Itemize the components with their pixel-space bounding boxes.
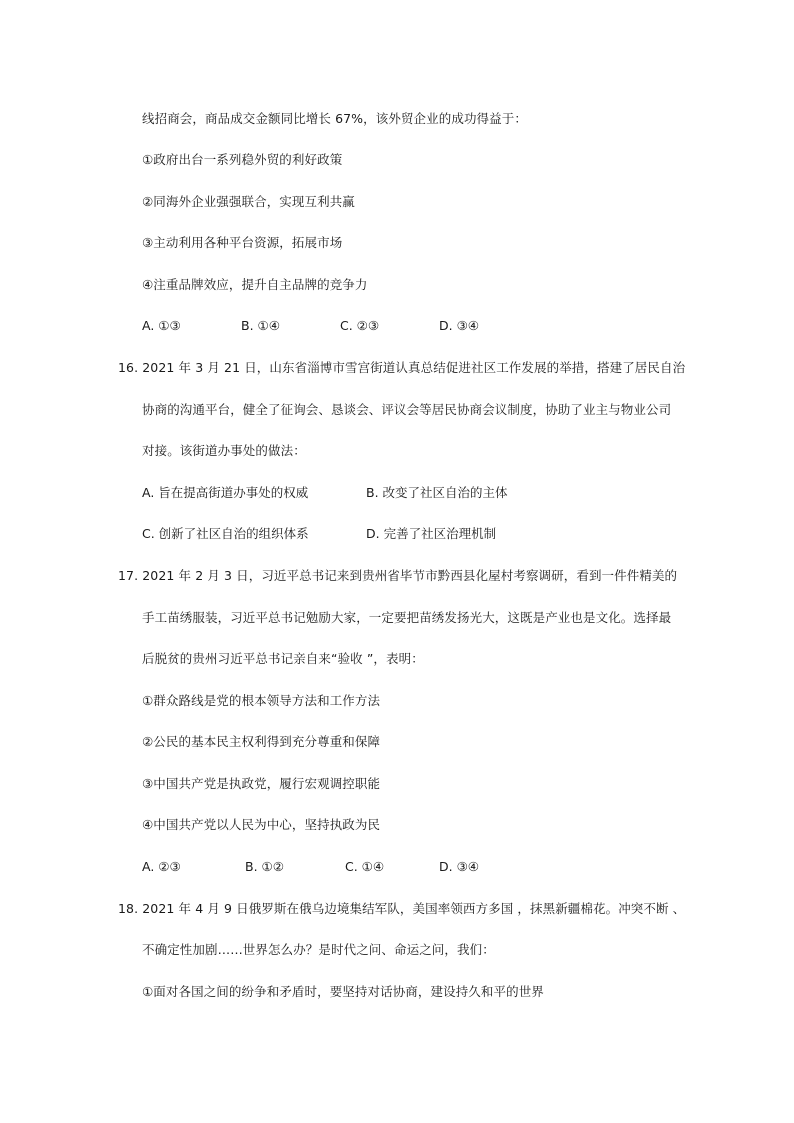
q17-stem-line-2: 手工苗绣服装，习近平总书记勉励大家，一定要把苗绣发扬光大，这既是产业也是文化。选择最 — [142, 610, 672, 625]
q18-item-1: ①面对各国之间的纷争和矛盾时，要坚持对话协商，建设持久和平的世界 — [142, 984, 544, 999]
q17-item-1: ①群众路线是党的根本领导方法和工作方法 — [142, 693, 381, 708]
q16-stem-line-1: 16. 2021 年 3 月 21 日，山东省淄博市雪宫街道认真总结促进社区工作发展的举措，搭建了居民自治 — [118, 360, 686, 375]
q16-stem-line-2: 协商的沟通平台，健全了征询会、恳谈会、评议会等居民协商会议制度，协助了业主与物业公司 — [142, 402, 672, 417]
q17-option-a: A. ②③ — [142, 859, 181, 874]
q16-option-d: D. 完善了社区治理机制 — [366, 526, 497, 541]
q15-item-3: ③主动利用各种平台资源，拓展市场 — [142, 235, 343, 250]
q15-option-a: A. ①③ — [142, 318, 181, 333]
q17-option-c: C. ①④ — [345, 859, 385, 874]
q15-tail-line: 线招商会，商品成交金额同比增长 67%，该外贸企业的成功得益于： — [142, 111, 527, 126]
q16-option-b: B. 改变了社区自治的主体 — [366, 485, 508, 500]
q17-option-d: D. ③④ — [439, 859, 479, 874]
q15-option-b: B. ①④ — [241, 318, 280, 333]
q17-stem-line-3: 后脱贫的贵州习近平总书记亲自来“验收 ”，表明： — [142, 651, 424, 666]
q16-stem-line-3: 对接。该街道办事处的做法： — [142, 443, 306, 458]
q17-item-3: ③中国共产党是执政党，履行宏观调控职能 — [142, 776, 381, 791]
q17-item-2: ②公民的基本民主权利得到充分尊重和保障 — [142, 734, 381, 749]
q15-item-4: ④注重品牌效应，提升自主品牌的竞争力 — [142, 277, 368, 292]
q18-stem-line-1: 18. 2021 年 4 月 9 日俄罗斯在俄乌边境集结军队，美国率领西方多国 ，抹黑新疆棉花。冲突不断 、 — [118, 901, 686, 916]
q16-option-a: A. 旨在提高街道办事处的权威 — [142, 485, 309, 500]
q15-option-d: D. ③④ — [439, 318, 479, 333]
q17-option-b: B. ①② — [245, 859, 284, 874]
q17-stem-line-1: 17. 2021 年 2 月 3 日，习近平总书记来到贵州省毕节市黔西县化屋村考察调研，看到一件件精美的 — [118, 568, 678, 583]
q18-stem-line-2: 不确定性加剧……世界怎么办？是时代之问、命运之问，我们： — [142, 942, 495, 957]
q17-item-4: ④中国共产党以人民为中心，坚持执政为民 — [142, 817, 381, 832]
q15-item-2: ②同海外企业强强联合，实现互利共赢 — [142, 194, 355, 209]
q16-option-c: C. 创新了社区自治的组织体系 — [142, 526, 309, 541]
q15-item-1: ①政府出台一系列稳外贸的利好政策 — [142, 152, 343, 167]
q15-option-c: C. ②③ — [340, 318, 380, 333]
